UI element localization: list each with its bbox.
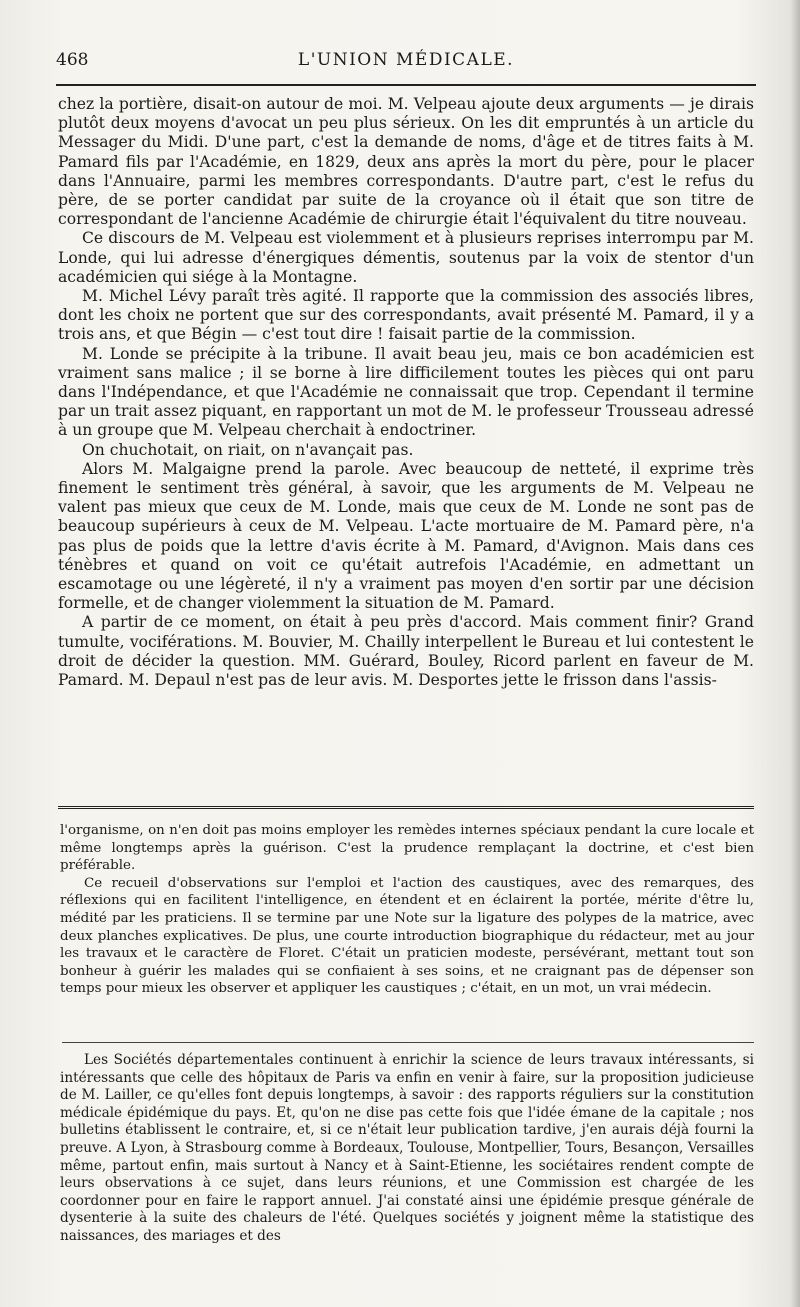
bottom-paragraph: Les Sociétés départementales continuent à enrichir la science de leurs travaux intéressants, si intéressants que celle des hôpitaux de Paris va enfin en venir à faire, sur la proposition judicieuse de M. Lailler, ce qu'elles font depuis longtemps, à savoir : des rapports réguliers sur la constitution médicale épidémique du pays. Et, qu'on ne dise pas cette fois que l'idée émane de la capitale ; nos bulletins établissent le contraire, et, si ce n'était leur publication tardive, j'en aurais déjà fourni la preuve. A Lyon, à Strasbourg comme à Bordeaux, Toulouse, Montpellier, Tours, Besançon, Versailles même, partout enfin, mais surtout à Nancy et à Saint-Etienne, les sociétaires rendent compte de leurs observations à ce sujet, dans leurs réunions, et une Commission est chargée de les coordonner pour en faire le rapport annuel. J'ai constaté ainsi une épidémie presque générale de dysenterie à la suite des chaleurs de l'été. Quelques sociétés y joignent même la statistique des naissances, des mariages et des <box>60 1052 754 1244</box>
note-rule <box>62 1042 754 1043</box>
running-title: L'UNION MÉDICALE. <box>297 50 515 70</box>
paragraph: A partir de ce moment, on était à peu près d'accord. Mais comment finir? Grand tumulte, vociférations. M. Bouvier, M. Chailly interpellent le Bureau et lui contestent le droit de décider la question. MM. Guérard, Bouley, Ricord parlent en faveur de M. Pamard. M. Depaul n'est pas de leur avis. M. Desportes jette le frisson dans l'assis- <box>58 613 754 690</box>
page-header <box>56 50 756 82</box>
note-paragraph: l'organisme, on n'en doit pas moins employer les remèdes internes spéciaux pendant la cure locale et même longtemps après la guérison. C'est la prudence remplaçant la doctrine, et c'est bien préférable. <box>60 823 754 874</box>
paragraph: On chuchotait, on riait, on n'avançait pas. <box>82 440 414 459</box>
review-note <box>60 822 754 998</box>
section-double-rule <box>58 806 754 809</box>
paragraph: Ce discours de M. Velpeau est violemment et à plusieurs reprises interrompu par M. Londe, qui lui adresse d'énergiques démentis, soutenus par la voix de stentor d'un académicien qui siége à la Montagne. <box>58 229 754 286</box>
bottom-section <box>60 1052 754 1246</box>
paragraph: M. Michel Lévy paraît très agité. Il rapporte que la commission des associés libres, dont les choix ne portent que sur des correspondants, avait présenté M. Pamard, il y a trois ans, et que Bégin — c'est tout dire ! faisait partie de la commission. <box>58 287 754 344</box>
page-number: 468 <box>56 50 89 70</box>
header-rule <box>56 84 756 86</box>
paragraph: M. Londe se précipite à la tribune. Il avait beau jeu, mais ce bon académicien est vraiment sans malice ; il se borne à lire difficilement toutes les pièces qui ont paru dans l'Indépendance, et que l'Académie ne connaissait que trop. Cependant il termine par un trait assez piquant, en rapportant un mot de M. le professeur Trousseau adressé à un groupe que M. Velpeau cherchait à endoctriner. <box>58 344 754 440</box>
paragraph: Alors M. Malgaigne prend la parole. Avec beaucoup de netteté, il exprime très finement le sentiment très général, à savoir, que les arguments de M. Velpeau ne valent pas mieux que ceux de M. Londe, mais que ceux de M. Londe ne sont pas de beaucoup supérieurs à ceux de M. Velpeau. L'acte mortuaire de M. Pamard père, n'a pas plus de poids que la lettre d'avis écrite à M. Pamard, d'Avignon. Mais dans ces ténèbres et quand on voit ce qu'était autrefois l'Académie, en admettant un escamotage ou une légèreté, il n'y a vraiment pas moyen d'en sortir par une décision formelle, et de changer violemment la situation de M. Pamard. <box>58 459 754 613</box>
paragraph: chez la portière, disait-on autour de moi. M. Velpeau ajoute deux arguments — je dirais plutôt deux moyens d'avocat un peu plus sérieux. On les dit empruntés à un article du Messager du Midi. D'une part, c'est la demande de noms, d'âge et de titres faits à M. Pamard fils par l'Académie, en 1829, deux ans après la mort du père, pour le placer dans l'Annuaire, parmi les membres correspondants. D'autre part, c'est le refus du père, de se porter candidat par suite de la croyance où il était que son titre de correspondant de l'ancienne Académie de chirurgie était l'équivalent du titre nouveau. <box>58 95 754 229</box>
page-edge-shadow <box>790 0 800 1307</box>
main-column <box>58 95 754 690</box>
note-paragraph: Ce recueil d'observations sur l'emploi et l'action des caustiques, avec des remarques, des réflexions qui en facilitent l'intelligence, en étendent et en éclairent la portée, mérite d'être lu, médité par les praticiens. Il se termine par une Note sur la ligature des polypes de la matrice, avec deux planches explicatives. De plus, une courte introduction biographique du rédacteur, met au jour les travaux et le caractère de Floret. C'était un praticien modeste, persévérant, mettant tout son bonheur à guérir les malades qui se confiaient à ses soins, et ne craignant pas de dépenser son temps pour mieux les observer et appliquer les caustiques ; c'était, en un mot, un vrai médecin. <box>60 875 754 997</box>
